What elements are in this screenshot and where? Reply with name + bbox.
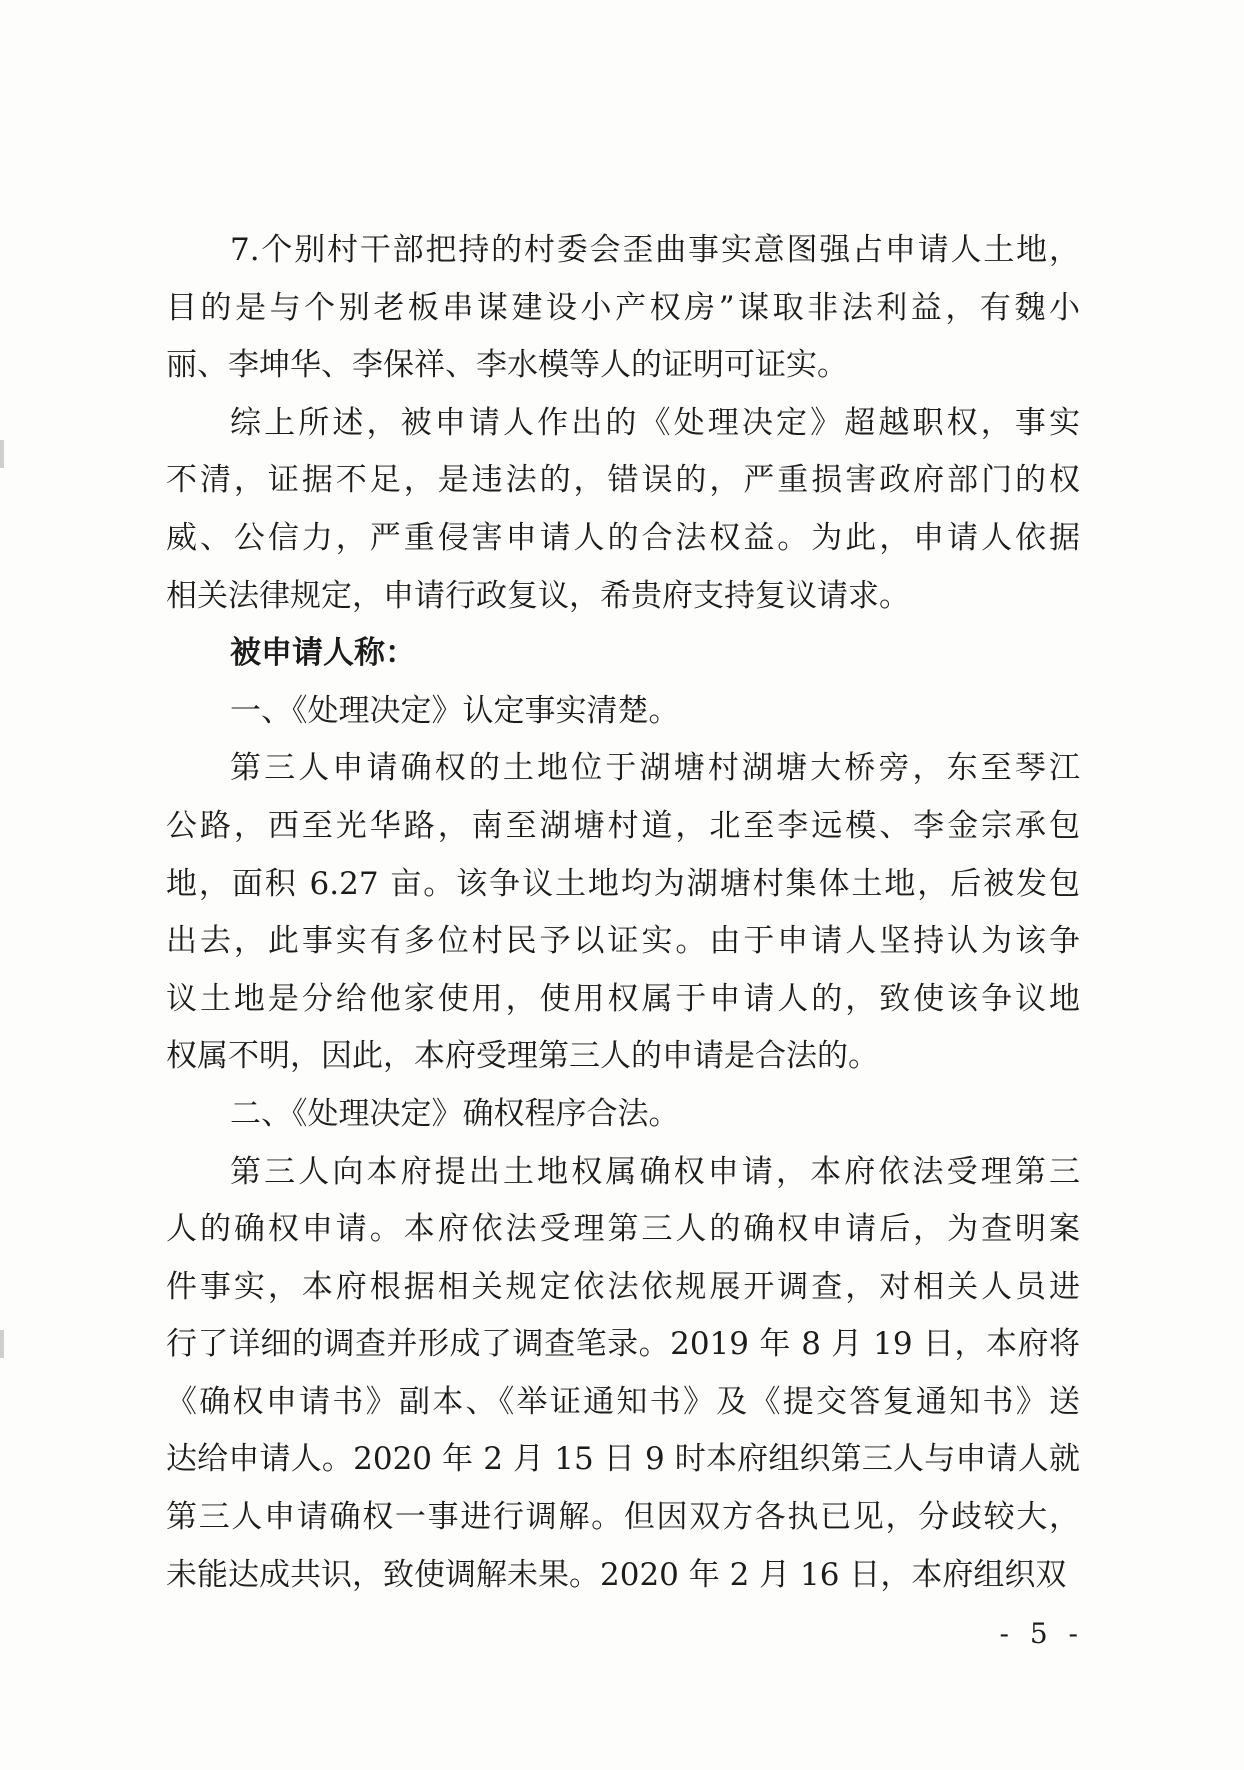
- paragraph-line: 达给申请人。2020 年 2 月 15 日 9 时本府组织第三人与申请人就: [166, 1441, 1080, 1478]
- paragraph-line: 议土地是分给他家使用，使用权属于申请人的，致使该争议地: [166, 980, 1080, 1017]
- paragraph-line: 人的确权申请。本府依法受理第三人的确权申请后，为查明案: [166, 1211, 1080, 1248]
- document-body: [166, 222, 1080, 1604]
- page-number: - 5 -: [999, 1617, 1084, 1650]
- subheading-line: 二、《处理决定》确权程序合法。: [230, 1095, 680, 1132]
- paragraph-line: 威、公信力，严重侵害申请人的合法权益。为此，申请人依据: [166, 519, 1080, 556]
- scan-mark: [0, 1330, 4, 1358]
- paragraph-line: 地，面积 6.27 亩。该争议土地均为湖塘村集体土地，后被发包: [166, 865, 1080, 902]
- paragraph-line: 目的是与个别老板串谋建设小产权房”谋取非法利益，有魏小: [166, 289, 1080, 326]
- subheading-line: 一、《处理决定》认定事实清楚。: [230, 692, 680, 729]
- paragraph-line: 综上所述，被申请人作出的《处理决定》超越职权，事实: [230, 404, 1080, 441]
- paragraph-line: 相关法律规定，申请行政复议，希贵府支持复议请求。: [166, 577, 910, 614]
- paragraph-line: 行了详细的调查并形成了调查笔录。2019 年 8 月 19 日，本府将: [166, 1326, 1080, 1363]
- paragraph-line: 《确权申请书》副本、《举证通知书》及《提交答复通知书》送: [166, 1383, 1080, 1420]
- paragraph-line: 权属不明，因此，本府受理第三人的申请是合法的。: [166, 1038, 879, 1075]
- paragraph-line: 第三人向本府提出土地权属确权申请，本府依法受理第三: [230, 1153, 1080, 1190]
- scan-mark: [0, 440, 4, 468]
- paragraph-line: 第三人申请确权一事进行调解。但因双方各执已见，分歧较大，: [166, 1499, 1080, 1536]
- paragraph-line: 出去，此事实有多位村民予以证实。由于申请人坚持认为该争: [166, 923, 1080, 960]
- paragraph-line: 件事实，本府根据相关规定依法依规展开调查，对相关人员进: [166, 1268, 1080, 1305]
- paragraph-line: 公路，西至光华路，南至湖塘村道，北至李远模、李金宗承包: [166, 807, 1080, 844]
- paragraph-line: 7.个别村干部把持的村委会歪曲事实意图强占申请人土地，: [230, 232, 1080, 268]
- paragraph-line: 未能达成共识，致使调解未果。2020 年 2 月 16 日，本府组织双: [166, 1556, 1067, 1593]
- paragraph-line: 不清，证据不足，是违法的，错误的，严重损害政府部门的权: [166, 462, 1080, 499]
- paragraph-line: 丽、李坤华、李保祥、李水模等人的证明可证实。: [166, 347, 848, 384]
- paragraph-line: 第三人申请确权的土地位于湖塘村湖塘大桥旁，东至琴江: [230, 750, 1080, 787]
- heading-line: 被申请人称：: [230, 635, 416, 672]
